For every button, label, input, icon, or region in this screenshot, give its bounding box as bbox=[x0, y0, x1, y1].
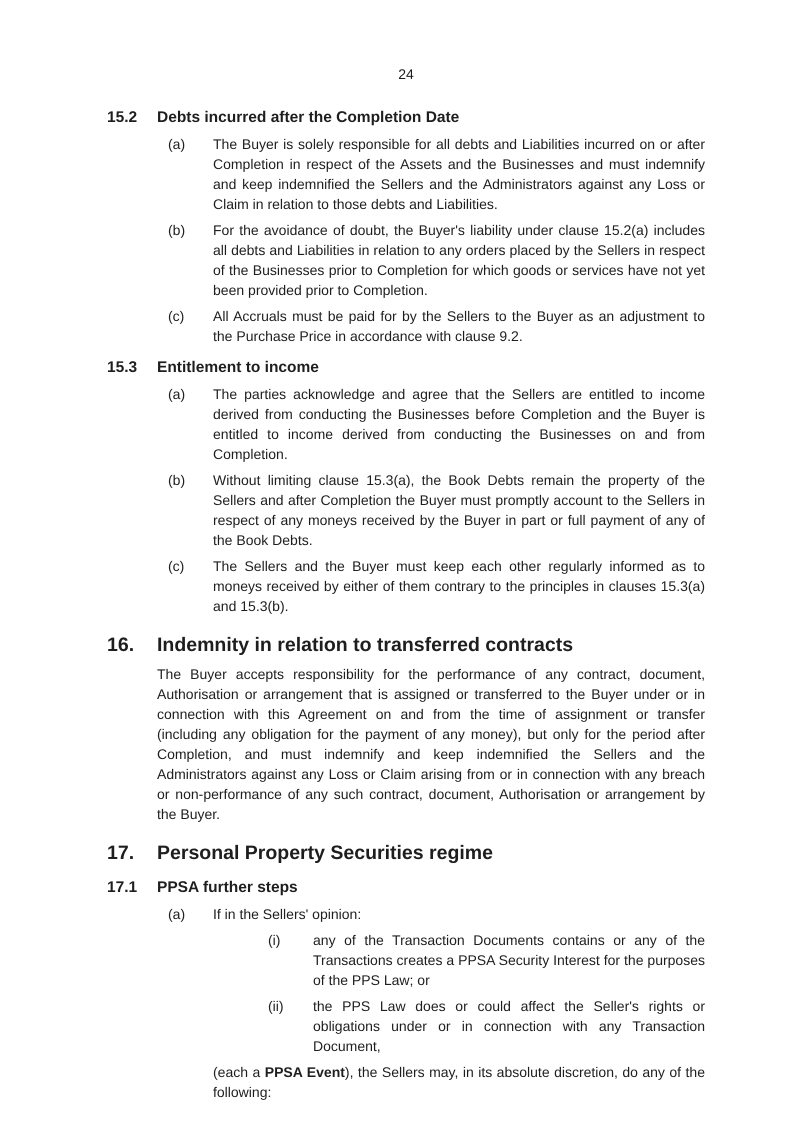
clause-text: For the avoidance of doubt, the Buyer's liability under clause 15.2(a) includes all debts and Liabilities in relation to any orders placed by the Sellers in respect of the Businesses prior to Completion for which goods or services have not yet been provided prior to Completion. bbox=[213, 222, 705, 298]
section-heading bbox=[107, 632, 705, 658]
clause-label: (b) bbox=[168, 222, 186, 238]
clause-text: Without limiting clause 15.3(a), the Book Debts remain the property of the Sellers and after Completion the Buyer must promptly account to the Sellers in respect of any moneys received by the Buyer in part or full payment of any of the Book Debts. bbox=[213, 472, 705, 548]
clause-text: All Accruals must be paid for by the Sellers to the Buyer as an adjustment to the Purchase Price in accordance with clause 9.2. bbox=[213, 308, 705, 344]
section-15-2 bbox=[107, 108, 705, 346]
section-number: 17.1 bbox=[107, 879, 138, 896]
section-17-1 bbox=[107, 878, 705, 1102]
clause-text: The Buyer is solely responsible for all debts and Liabilities incurred on or after Completion in respect of the Assets and the Businesses and must indemnify and keep indemnified the Sellers and the Administrators against any Loss or Claim in relation to those debts and Liabilities. bbox=[213, 136, 705, 212]
clause-15-3-c bbox=[168, 556, 705, 616]
clause-15-2-c bbox=[168, 306, 705, 346]
clause-label: (a) bbox=[168, 386, 186, 402]
section-16 bbox=[107, 632, 705, 824]
section-title: PPSA further steps bbox=[157, 879, 298, 896]
section-number: 15.3 bbox=[107, 359, 138, 376]
clause-text: The parties acknowledge and agree that the Sellers are entitled to income derived from conducting the Businesses before Completion and the Buyer is entitled to income derived from conducting the Businesses on and from Completion. bbox=[213, 386, 705, 462]
page-number: 24 bbox=[398, 66, 414, 82]
section-number: 15.2 bbox=[107, 109, 138, 126]
section-number: 16. bbox=[107, 634, 135, 656]
section-title: Entitlement to income bbox=[157, 359, 319, 376]
section-15-3 bbox=[107, 358, 705, 616]
clause-15-2-a bbox=[168, 134, 705, 214]
section-heading bbox=[107, 108, 705, 128]
trailing-paragraph bbox=[213, 1062, 705, 1102]
section-title: Debts incurred after the Completion Date bbox=[157, 109, 460, 126]
section-heading bbox=[107, 878, 705, 898]
clause-text: The Sellers and the Buyer must keep each other regularly informed as to moneys received by either of them contrary to the principles in clauses 15.3(a) and 15.3(b). bbox=[213, 558, 705, 614]
section-number: 17. bbox=[107, 842, 135, 864]
trailing-post: ), the Sellers may, in its absolute discretion, do any of the following: bbox=[213, 1064, 705, 1100]
section-title: Personal Property Securities regime bbox=[157, 842, 493, 864]
subclause-17-1-a-ii bbox=[268, 996, 705, 1056]
subclause-label: (i) bbox=[268, 932, 281, 948]
subclause-text: the PPS Law does or could affect the Seller's rights or obligations under or in connection with any Transaction Document, bbox=[313, 998, 705, 1054]
clause-17-1-a bbox=[168, 904, 705, 924]
clause-text: If in the Sellers' opinion: bbox=[213, 906, 362, 922]
section-paragraph: The Buyer accepts responsibility for the performance of any contract, document, Authorisation or arrangement that is assigned or transferred to the Buyer under or in connection with this Agreement on and from the time of assignment or transfer (including any obligation for the payment of any money), but only for the period after Completion, and must indemnify and keep indemnified the Sellers and the Administrators against any Loss or Claim arising from or in connection with any breach or non-performance of any such contract, document, Authorisation or arrangement by the Buyer. bbox=[157, 666, 705, 822]
clause-label: (a) bbox=[168, 136, 186, 152]
clause-15-2-b bbox=[168, 220, 705, 300]
section-heading bbox=[107, 358, 705, 378]
clause-label: (b) bbox=[168, 472, 186, 488]
section-17 bbox=[107, 840, 705, 866]
clause-label: (c) bbox=[168, 558, 185, 574]
subclause-label: (ii) bbox=[268, 998, 284, 1014]
clause-15-3-a bbox=[168, 384, 705, 464]
trailing-pre: (each a bbox=[213, 1064, 265, 1080]
clause-label: (c) bbox=[168, 308, 185, 324]
ppsa-event-term: PPSA Event bbox=[264, 1064, 345, 1080]
clause-15-3-b bbox=[168, 470, 705, 550]
subclause-17-1-a-i bbox=[268, 930, 705, 990]
section-heading bbox=[107, 840, 705, 866]
section-title: Indemnity in relation to transferred contracts bbox=[157, 634, 574, 656]
subclause-text: any of the Transaction Documents contains or any of the Transactions creates a PPSA Security Interest for the purposes of the PPS Law; or bbox=[313, 932, 705, 988]
clause-label: (a) bbox=[168, 906, 186, 922]
